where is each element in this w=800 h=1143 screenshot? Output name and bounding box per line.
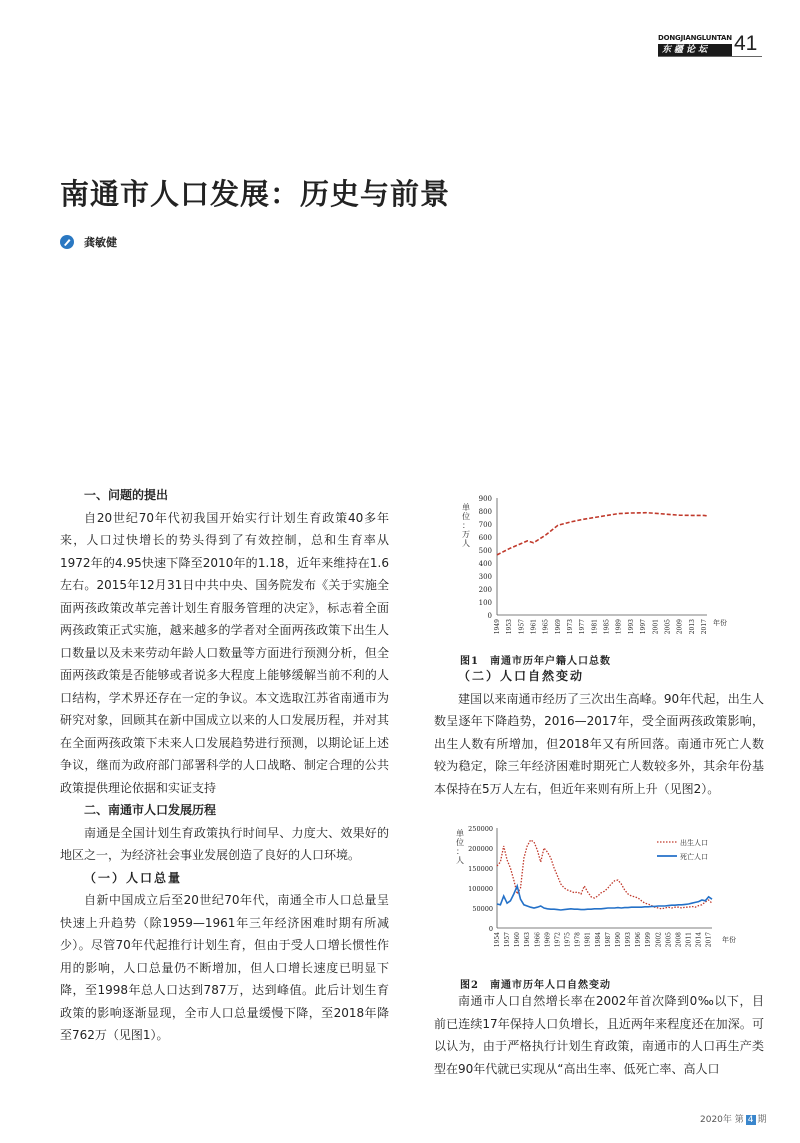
y-tick-label: 150000 <box>468 865 493 873</box>
x-tick-label: 1993 <box>627 619 635 635</box>
x-tick-label: 1954 <box>494 932 501 948</box>
deaths-line <box>497 886 712 910</box>
right-column-upper <box>434 665 764 800</box>
paragraph: 自20世纪70年代初我国开始实行计划生育政策40多年来，人口过快增长的势头得到了有效控制，总和生育率从1972年的4.95快速下降至2010年的1.18，近年来维持在1.6左右。2015年12月31日中共中央、国务院发布《关于实施全面两孩政策改革完善计划生育服务管理的决定》，标志着全面两孩政策正式实施，越来越多的学者对全面两孩政策下出生人口数量以及未来劳动年龄人口数量等方面进行预测分析，但全面两孩政策是否能够或者说多大程度上能够缓解当前不利的人口结构，学术界还存在一定的争议。本文选取江苏省南通市为研究对象，回顾其在新中国成立以来的人口发展历程，并对其在全面两孩政策下未来人口发展趋势进行预测，以期论证上述争议，继而为政府部门部署科学的人口战略、制定合理的公共政策提供理论依据和实证支持 <box>60 510 389 795</box>
x-tick-label: 1957 <box>518 619 526 635</box>
paragraph: 建国以来南通市经历了三次出生高峰。90年代起，出生人数呈逐年下降趋势，2016—2017年，受全面两孩政策影响，出生人数有所增加，但2018年又有所回落。南通市死亡人数较为稳定，除三年经济困难时期死亡人数较多外，其余年份基本保持在5万人左右，但近年来则有所上升（见图2）。 <box>434 691 764 796</box>
x-tick-label: 1969 <box>554 619 562 635</box>
section-heading: （二）人口自然变动 <box>458 669 585 683</box>
y-tick-label: 200000 <box>468 845 493 853</box>
y-tick-label: 0 <box>487 612 492 620</box>
y-tick-label: 100000 <box>468 885 493 893</box>
x-tick-label: 2009 <box>676 619 684 635</box>
x-tick-label: 1981 <box>584 932 592 948</box>
y-tick-label: 700 <box>478 521 492 529</box>
y-axis-label: 万 <box>462 530 470 539</box>
x-tick-label: 1985 <box>603 619 611 635</box>
running-header <box>658 34 758 56</box>
x-tick-label: 2005 <box>665 932 673 948</box>
x-tick-label: 1996 <box>635 932 643 948</box>
x-tick-label: 1960 <box>514 932 522 948</box>
x-tick-label: 2011 <box>685 932 693 948</box>
y-tick-label: 100 <box>478 599 492 607</box>
y-tick-label: 300 <box>478 573 492 581</box>
y-axis-label: 单 <box>462 503 470 512</box>
x-tick-label: 1949 <box>494 619 501 635</box>
x-tick-label: 1972 <box>554 932 562 948</box>
x-tick-label: 1963 <box>524 932 532 948</box>
y-tick-label: 0 <box>488 925 493 933</box>
y-tick-label: 200 <box>478 586 492 594</box>
left-column <box>60 484 389 1047</box>
y-tick-label: 50000 <box>472 905 493 913</box>
section-heading: 一、问题的提出 <box>84 488 169 502</box>
y-tick-label: 900 <box>478 495 492 503</box>
section-heading: （一）人口总量 <box>84 870 183 885</box>
x-tick-label: 1984 <box>594 932 602 948</box>
article-title: 南通市人口发展：历史与前景 <box>60 177 451 211</box>
x-tick-label: 1989 <box>615 619 623 635</box>
x-tick-label: 2005 <box>664 619 672 635</box>
footer-issue-suffix: 期 <box>757 1115 767 1125</box>
legend-label: 出生人口 <box>680 839 708 847</box>
figure-1-chart <box>452 490 752 650</box>
x-tick-label: 1977 <box>579 619 587 635</box>
y-axis-label: ： <box>462 521 470 530</box>
population-line <box>497 513 707 555</box>
y-tick-label: 500 <box>478 547 492 555</box>
x-tick-label: 1966 <box>534 932 542 948</box>
births-line <box>497 840 712 909</box>
x-tick-label: 1978 <box>574 932 582 948</box>
x-tick-label: 1957 <box>504 932 512 948</box>
x-tick-label: 1990 <box>614 932 622 948</box>
x-tick-label: 1975 <box>564 932 572 948</box>
x-tick-label: 1965 <box>542 619 550 635</box>
x-tick-label: 2002 <box>655 932 663 948</box>
x-tick-label: 1997 <box>640 619 648 635</box>
header-rule <box>658 56 762 57</box>
y-axis-label: 单 <box>456 829 464 838</box>
journal-name-cn: 东疆论坛 <box>658 44 732 56</box>
footer-year: 2020年 <box>700 1115 732 1125</box>
y-axis-label: ： <box>456 847 464 856</box>
figure-2-caption: 图2 南通市历年人口自然变动 <box>460 980 611 991</box>
x-tick-label: 2013 <box>688 619 696 635</box>
y-axis-label: 人 <box>456 856 464 865</box>
x-tick-label: 2014 <box>695 932 703 948</box>
y-tick-label: 800 <box>478 508 492 516</box>
legend-label: 死亡人口 <box>680 853 708 861</box>
x-tick-label: 2008 <box>675 932 683 948</box>
x-tick-label: 1961 <box>530 619 538 635</box>
x-tick-label: 2001 <box>652 619 660 635</box>
x-tick-label: 2017 <box>700 619 708 635</box>
x-tick-label: 1973 <box>567 619 575 635</box>
section-heading: 二、南通市人口发展历程 <box>84 803 217 817</box>
journal-name-en: DONGJIANGLUNTAN <box>658 34 732 42</box>
footer-issue-number: 4 <box>747 1115 754 1125</box>
author-name: 龚敏健 <box>84 236 117 249</box>
paragraph: 自新中国成立后至20世纪70年代，南通全市人口总量呈快速上升趋势（除1959—1961年三年经济困难时期有所减少）。尽管70年代起推行计划生育，但由于受人口增长惯性作用的影响，人口总量仍不断增加，但人口增长速度已明显下降，至1998年总人口达到787万，达到峰值。此后计划生育政策的影响逐渐显现，全市人口总量缓慢下降，至2018年降至762万（见图1）。 <box>60 893 389 1042</box>
y-axis-label: 位 <box>462 512 470 521</box>
figure-2-chart <box>452 820 752 970</box>
y-tick-label: 400 <box>478 560 492 568</box>
paragraph: 南通市人口自然增长率在2002年首次降到0‰以下，目前已连续17年保持人口负增长，且近两年来程度还在加深。可以认为，由于严格执行计划生育政策，南通市的人口再生产类型在90年代就已实现从“高出生率、低死亡率、高人口 <box>434 994 764 1076</box>
x-tick-label: 1993 <box>625 932 633 948</box>
footer-issue-prefix: 第 <box>734 1115 744 1125</box>
y-tick-label: 600 <box>478 534 492 542</box>
right-column-lower <box>434 990 764 1080</box>
x-axis-label: 年份 <box>722 936 736 944</box>
issue-footer <box>700 1112 767 1125</box>
y-axis-label: 人 <box>462 539 470 548</box>
x-axis-label: 年份 <box>713 619 727 627</box>
x-tick-label: 1981 <box>591 619 599 635</box>
page-number: 41 <box>734 32 758 55</box>
x-tick-label: 1969 <box>544 932 552 948</box>
x-tick-label: 1999 <box>645 932 653 948</box>
y-axis-label: 位 <box>456 838 464 847</box>
y-tick-label: 250000 <box>468 825 493 833</box>
x-tick-label: 1953 <box>506 619 514 635</box>
pen-icon <box>60 235 74 249</box>
x-tick-label: 2017 <box>705 932 713 948</box>
x-tick-label: 1987 <box>604 932 612 948</box>
figure-1-caption: 图1 南通市历年户籍人口总数 <box>460 656 611 667</box>
paragraph: 南通是全国计划生育政策执行时间早、力度大、效果好的地区之一，为经济社会事业发展创造了良好的人口环境。 <box>60 825 389 862</box>
